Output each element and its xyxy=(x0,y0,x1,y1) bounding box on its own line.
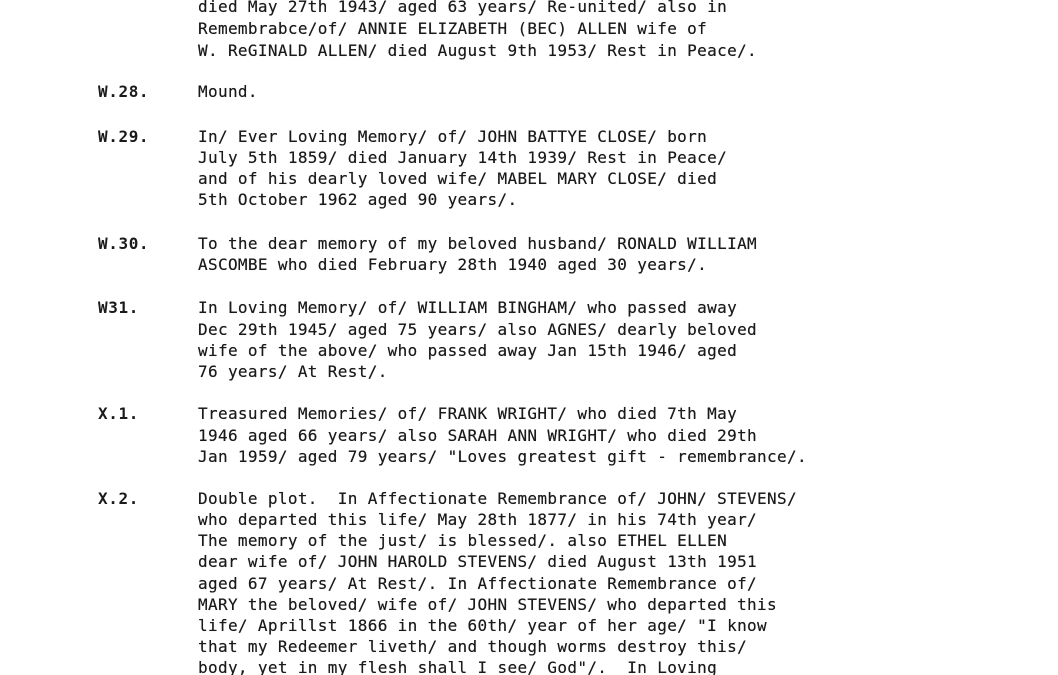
entry-text-line: Double plot. In Affectionate Remembrance of/ JOHN/ STEVENS/ xyxy=(198,489,797,508)
entry-text-line: dear wife of/ JOHN HAROLD STEVENS/ died August 13th 1951 xyxy=(198,552,758,571)
entry-text-line: Dec 29th 1945/ aged 75 years/ also AGNES/ dearly beloved xyxy=(198,320,758,339)
entry-text-line: Treasured Memories/ of/ FRANK WRIGHT/ who died 7th May xyxy=(198,404,738,423)
plot-label: X.2. xyxy=(98,489,139,508)
entry-text-line: 5th October 1962 aged 90 years/. xyxy=(198,190,518,209)
entry-text-line: life/ Aprillst 1866 in the 60th/ year of her age/ "I know xyxy=(198,616,768,635)
plot-label: X.1. xyxy=(98,404,139,423)
entry-text-line: that my Redeemer liveth/ and though worms destroy this/ xyxy=(198,637,748,656)
entry-text-line: died May 27th 1943/ aged 63 years/ Re-united/ also in xyxy=(198,0,728,16)
entry-text-line: In/ Ever Loving Memory/ of/ JOHN BATTYE CLOSE/ born xyxy=(198,127,708,146)
entry-text-line: wife of the above/ who passed away Jan 15th 1946/ aged xyxy=(198,341,738,360)
entry-text-line: W. ReGINALD ALLEN/ died August 9th 1953/ Rest in Peace/. xyxy=(198,41,758,60)
entry-text-line: 1946 aged 66 years/ also SARAH ANN WRIGHT/ who died 29th xyxy=(198,426,758,445)
entry-text-line: ASCOMBE who died February 28th 1940 aged 30 years/. xyxy=(198,255,708,274)
entry-text-line: To the dear memory of my beloved husband/ RONALD WILLIAM xyxy=(198,234,758,253)
plot-label: W.30. xyxy=(98,234,150,253)
entry-text-line: aged 67 years/ At Rest/. In Affectionate Remembrance of/ xyxy=(198,574,758,593)
entry-text-line: and of his dearly loved wife/ MABEL MARY CLOSE/ died xyxy=(198,169,718,188)
plot-label: W.28. xyxy=(98,82,150,101)
plot-label: W.29. xyxy=(98,127,150,146)
entry-text-line: Jan 1959/ aged 79 years/ "Loves greatest gift - remembrance/. xyxy=(198,447,807,466)
entry-text-line: The memory of the just/ is blessed/. also ETHEL ELLEN xyxy=(198,531,728,550)
entry-text-line: body, yet in my flesh shall I see/ God"/. In Loving xyxy=(198,658,718,675)
entry-text-line: MARY the beloved/ wife of/ JOHN STEVENS/ who departed this xyxy=(198,595,778,614)
entry-text-line: July 5th 1859/ died January 14th 1939/ Rest in Peace/ xyxy=(198,148,728,167)
entry-text-line: In Loving Memory/ of/ WILLIAM BINGHAM/ who passed away xyxy=(198,298,738,317)
entry-text-line: 76 years/ At Rest/. xyxy=(198,362,388,381)
entry-text-line: Mound. xyxy=(198,82,258,101)
entry-text-line: Remembrabce/of/ ANNIE ELIZABETH (BEC) ALLEN wife of xyxy=(198,19,708,38)
entry-text-line: who departed this life/ May 28th 1877/ in his 74th year/ xyxy=(198,510,758,529)
plot-label: W31. xyxy=(98,298,139,317)
